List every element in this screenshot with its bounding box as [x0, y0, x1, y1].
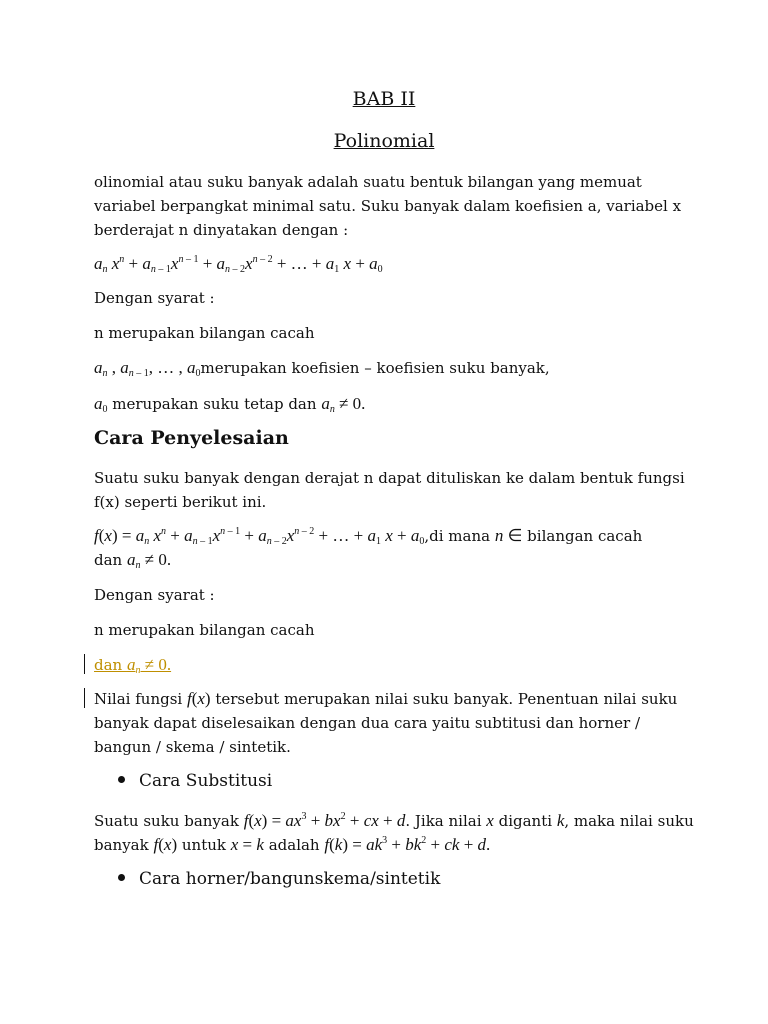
nilai-paragraph: Nilai fungsi f(x) tersebut merupakan nilai suku banyak. Penentuan nilai suku banyak dapat diselesaikan dengan dua cara yaitu subtitusi dan horner / bangun / skema / sintetik. — [94, 689, 678, 756]
bullet-substitusi: Cara Substitusi — [118, 771, 272, 791]
bullet-icon — [118, 874, 125, 881]
substitusi-paragraph: Suatu suku banyak $f(x) = ax^3 + bx^2$ + cx + d. Jika nilai x diganti k, maka nilai suku banyak f(x) untuk x = k adalah $f(k) = ak^3 + bk^2$ + ck + d. — [94, 811, 694, 854]
change-bar — [84, 654, 85, 674]
section-heading: Cara Penyelesaian — [94, 427, 289, 449]
syarat-label-2: Dengan syarat : — [94, 586, 215, 604]
change-bar-2 — [84, 688, 85, 708]
condition-coefficients: $a_n$ , $a_{n - 1}$, … , $a_0merupakan$ koefisien – koefisien suku banyak, — [94, 358, 550, 379]
condition-a0: $a_0$ merupakan suku tetap dan $a_n \ne 0$. — [94, 394, 366, 415]
condition-n: n merupakan bilangan cacah — [94, 324, 315, 342]
section-intro: Suatu suku banyak dengan derajat n dapat dituliskan ke dalam bentuk fungsi f(x) seperti berikut ini. — [94, 469, 685, 511]
page-title: Polinomial — [333, 130, 435, 152]
tracked-condition: dan $a_n \ne 0$. — [94, 655, 172, 676]
chapter-heading: BAB II — [352, 88, 416, 110]
intro-paragraph: olinomial atau suku banyak adalah suatu bentuk bilangan yang memuat variabel berpangkat minimal satu. Suku banyak dalam koefisien a, variabel x berderajat n dinyatakan dengan : — [94, 173, 682, 239]
bullet-horner: Cara horner/bangunskema/sintetik — [118, 869, 440, 889]
condition-n-2: n merupakan bilangan cacah — [94, 621, 315, 639]
bullet-icon — [118, 776, 125, 783]
function-formula: $f(x) = a_n$ $x^n + a_{n - 1}x^{n - 1} + a_{n - 2}x^{n - 2}$ + … + $a_1$ $x + a_0,di$ mana n ∈ bilangan cacah dan $a_n \ne 0$. — [94, 526, 643, 571]
syarat-label: Dengan syarat : — [94, 289, 215, 307]
polynomial-formula: $a_n$ $x^n + a_{n - 1}x^{n - 1} + a_{n - 2}x^{n - 2}$ + … + $a_1$ $x + a_0$ — [94, 254, 383, 275]
